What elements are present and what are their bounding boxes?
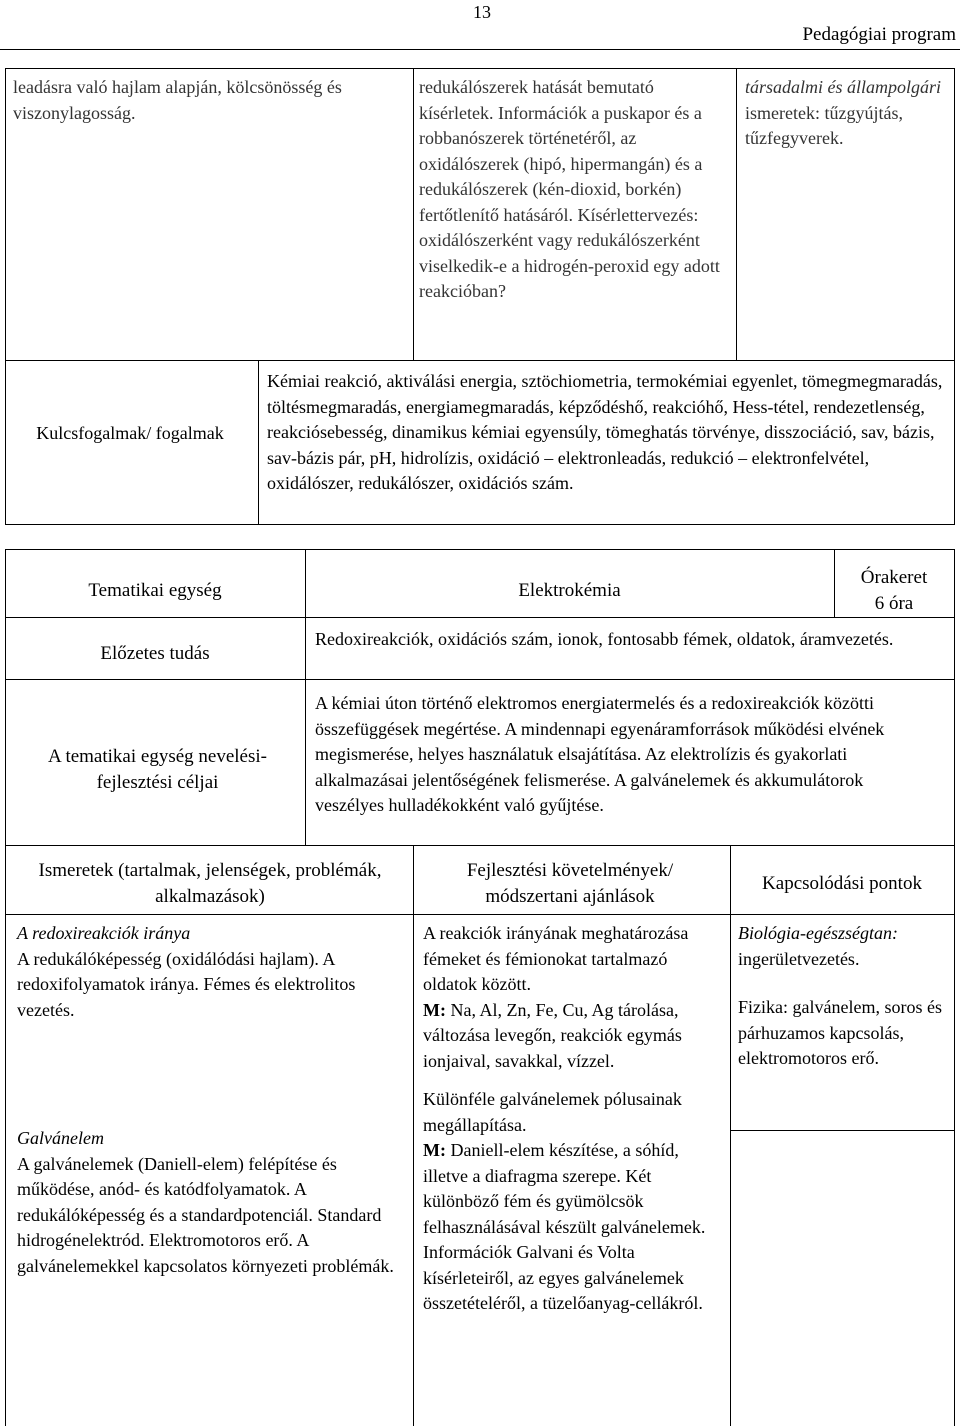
method-text-2: Daniell-elem készítése, a sóhíd, illetve a diafragma szerepe. Két különböző fém és gyümölcsök felhasználásával készült galvánelemek. Információk Galvani és Volta kísérleteiről, az egyes galvánelemek összetételéről, a tüzelőanyag-cellákról.: [423, 1140, 706, 1313]
knowledge-column: [17, 921, 407, 1279]
goals-label: A tematikai egység nevelési-fejlesztési céljai: [48, 746, 267, 793]
unit-table-col-divider-2: [730, 845, 731, 1426]
unit-table-divider-title: [5, 617, 955, 618]
method-label-2: M:: [423, 1140, 446, 1160]
unit-title-label: Tematikai egység: [88, 580, 222, 601]
unit-table-left-border: [5, 549, 6, 1426]
top-table-col-divider-1: [413, 68, 414, 360]
unit-table-top-border: [5, 549, 955, 550]
hours-label: Órakeret: [860, 567, 928, 588]
civic-knowledge-text: ismeretek: tűzgyújtás, tűzfegyverek.: [745, 102, 903, 148]
top-table-row1-col3: [745, 75, 950, 152]
key-concepts-text: Kémiai reakció, aktiválási energia, sztöchiometria, termokémiai egyenlet, tömegmegmaradás, töltésmegmaradás, energiamegmaradás, képződéshő, reakcióhő, Hess-tétel, rendezetlenség, reakciósebesség, dinamikus kémiai egyensúly, tömeghatás törvénye, disszociáció, sav, bázis, sav-bázis pár, pH, hidrolízis, oxidáció – elektronleadás, redukció – elektronfelvétel, oxidálószer, redukálószer, oxidációs szám.: [267, 371, 943, 493]
goals-value: A kémiai úton történő elektromos energiatermelés és a redoxireakciók közötti összefüggések megértése. A mindennapi egyenáramforrások működési elvének megismerése, helyes használatuk elsajátítása. Az elektrolízis és gyakorlati alkalmazásai jelentőségének felismerése. A galvánelemek és akkumulátorok veszélyes hulladékokként való gyűjtése.: [315, 693, 885, 815]
biology-label: Biológia-egészségtan:: [738, 923, 898, 943]
requirement-2: Különféle galvánelemek pólusainak megállapítása.: [423, 1089, 682, 1135]
unit-table-divider-goals: [5, 845, 955, 846]
unit-table-divider-prior: [5, 679, 955, 680]
requirement-1-method: [423, 998, 713, 1075]
method-label-1: M:: [423, 999, 446, 1020]
galvanic-cell-title: Galvánelem: [17, 1128, 104, 1148]
civic-knowledge-label: társadalmi és állampolgári: [745, 77, 942, 97]
biology-text: ingerületvezetés.: [738, 948, 860, 969]
galvanic-cell-text: A galvánelemek (Daniell-elem) felépítése és működése, anód- és katódfolyamatok. A redukálóképesség és a standardpotenciál. Standard hidrogénelektród. Elektromotoros erő. A galvánelemekkel kapcsolatos környezeti problémák.: [17, 1153, 394, 1276]
prior-knowledge-label: Előzetes tudás: [100, 643, 210, 664]
connections-column: [738, 921, 948, 1072]
redox-direction-text: A redukálóképesség (oxidálódási hajlam). A redoxifolyamatok iránya. Fémes és elektrolitos vezetés.: [17, 948, 356, 1020]
requirement-1: A reakciók irányának meghatározása fémeket és fémionokat tartalmazó oldatok között.: [423, 923, 689, 994]
requirements-column: [423, 921, 713, 1317]
requirements-header: Fejlesztési követelmények/ módszertani ajánlások: [466, 860, 674, 907]
header-rule: [0, 49, 960, 50]
connection-biology: [738, 921, 948, 972]
unit-title-value: Elektrokémia: [518, 580, 621, 601]
method-text-1: Na, Al, Zn, Fe, Cu, Ag tárolása, változása levegőn, reakciók egymás ionjaival, savakkal, vízzel.: [423, 999, 682, 1071]
top-table-left-border: [5, 68, 6, 524]
top-table-right-border: [954, 68, 955, 524]
connections-header: Kapcsolódási pontok: [762, 873, 922, 894]
prior-knowledge-value: Redoxireakciók, oxidációs szám, ionok, fontosabb fémek, oldatok, áramvezetés.: [315, 629, 894, 649]
hours-value: 6 óra: [874, 593, 914, 614]
top-table-top-border: [5, 68, 955, 69]
requirement-2-method: [423, 1138, 713, 1317]
top-table-row1-col2: redukálószerek hatását bemutató kísérletek. Információk a puskapor és a robbanószerek történetéről, az oxidálószerek (hipó, hipermangán) és a redukálószerek (kén-dioxid, borkén) fertőtlenítő hatásáról. Kísérlettervezés: oxidálószerként vagy redukálószerként viselkedik-e a hidrogén-peroxid egy adott reakcióban?: [419, 77, 720, 301]
top-table-row1-col1: leadásra való hajlam alapján, kölcsönösség és viszonylagosság.: [13, 77, 342, 123]
key-concepts-label: Kulcsfogalmak/ fogalmak: [36, 423, 224, 443]
knowledge-header: Ismeretek (tartalmak, jelenségek, problémák, alkalmazások): [38, 860, 382, 907]
top-table-col-divider-2: [736, 68, 737, 360]
top-table-row-divider: [5, 360, 955, 361]
unit-table-connections-bottom: [730, 1130, 955, 1131]
unit-table-divider-headers: [5, 914, 955, 915]
top-table-label-divider: [258, 360, 259, 524]
page-number: 13: [473, 2, 491, 22]
top-table-bottom-border: [5, 524, 955, 525]
connection-physics: Fizika: galvánelem, soros és párhuzamos kapcsolás, elektromotoros erő.: [738, 997, 942, 1068]
unit-table-right-border: [954, 549, 955, 1426]
redox-direction-title: A redoxireakciók iránya: [17, 923, 191, 943]
program-title: Pedagógiai program: [802, 24, 956, 45]
unit-table-col-divider-1: [413, 845, 414, 1426]
